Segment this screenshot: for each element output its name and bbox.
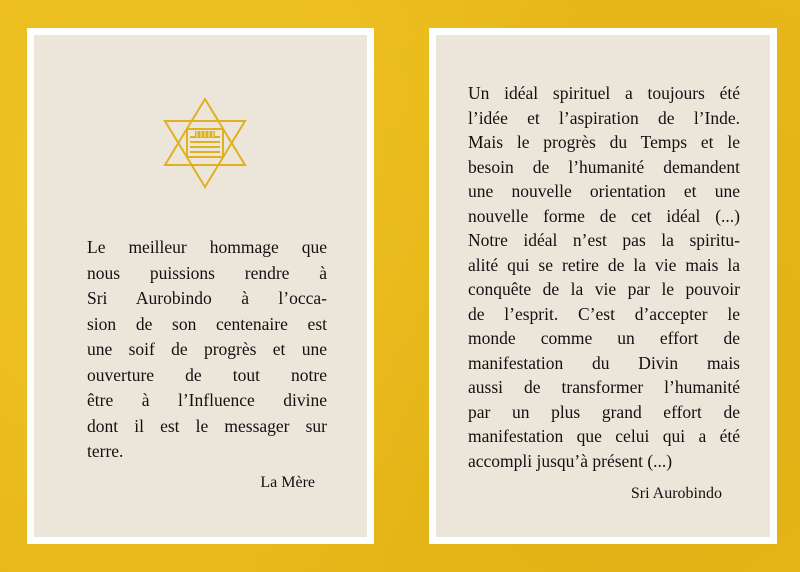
quote-line: besoin de l’humanité demandent	[468, 156, 740, 177]
quote-line: une soif de progrès et une	[87, 339, 327, 359]
quote-line: par un plus grand effort de	[468, 401, 740, 422]
quote-line: être à l’Influence divine	[87, 390, 327, 410]
quote-line: monde comme un effort de	[468, 328, 740, 348]
quote-line: nouvelle forme de cet idéal (...)	[468, 205, 740, 226]
quote-line: nous puissions rendre à	[87, 262, 327, 283]
sri-aurobindo-symbol-icon	[157, 95, 253, 191]
quote-line: alité qui se retire de la vie mais la	[468, 254, 740, 275]
quote-line: dont il est le messager sur	[87, 415, 327, 436]
quote-attribution: La Mère	[260, 474, 315, 491]
quote-line: l’idée et l’aspiration de l’Inde.	[468, 107, 740, 128]
quote-line: sion de son centenaire est	[87, 313, 327, 334]
quote-line: accompli jusqu’à présent (...)	[468, 450, 673, 471]
quote-attribution: Sri Aurobindo	[630, 485, 722, 502]
quote-line: Un idéal spirituel a toujours été	[468, 83, 740, 103]
quote-line: conquête de la vie par le pouvoir	[468, 279, 740, 299]
quote-line: manifestation du Divin mais	[468, 352, 740, 373]
quote-line: Notre idéal n’est pas la spiritu-	[468, 230, 740, 250]
quote-line: Mais le progrès du Temps et le	[468, 132, 740, 152]
quote-line: de l’esprit. C’est d’accepter le	[468, 303, 740, 324]
quote-line: terre.	[87, 441, 124, 461]
quote-line: ouverture de tout notre	[87, 364, 327, 385]
quote-line: manifestation que celui qui a été	[468, 426, 740, 446]
right-quote-card	[429, 28, 777, 544]
quote-line: Sri Aurobindo à l’occa-	[87, 288, 327, 308]
quote-line: aussi de transformer l’humanité	[468, 377, 740, 397]
mere-quote-text	[87, 235, 327, 465]
aurobindo-quote-text	[468, 81, 740, 473]
quote-line: Le meilleur hommage que	[87, 237, 327, 257]
left-quote-card	[27, 28, 374, 544]
quote-line: une nouvelle orientation et une	[468, 181, 740, 201]
